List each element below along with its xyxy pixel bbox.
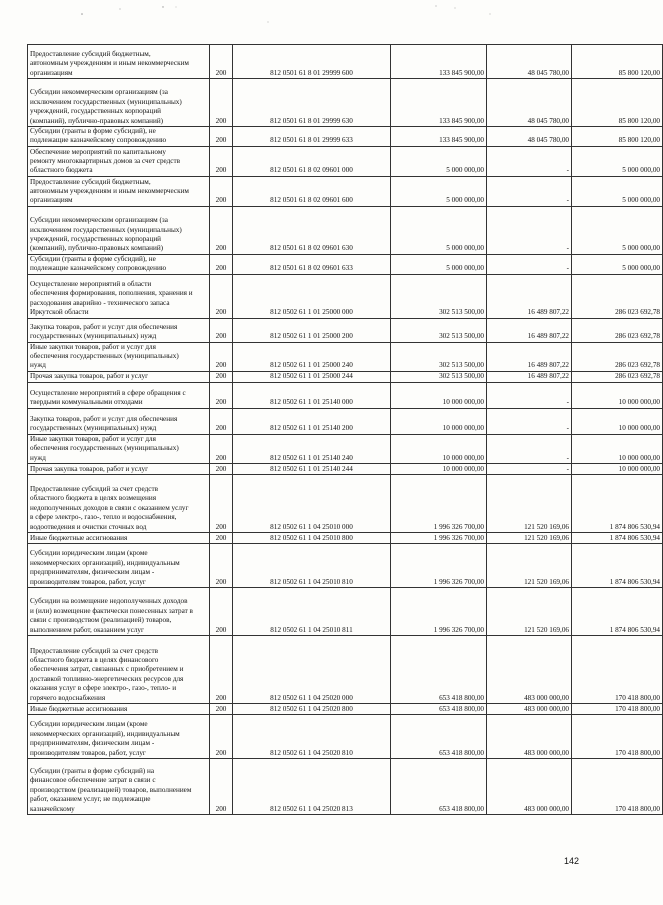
row-code: 200 xyxy=(210,544,233,588)
row-kbk: 812 0502 61 1 04 25010 000 xyxy=(233,475,391,533)
row-amount-exec: 48 045 780,00 xyxy=(487,127,572,147)
row-name: Закупка товаров, работ и услуг для обеспечения государственных (муниципальных) нужд xyxy=(28,408,210,434)
row-amount-rest: 286 023 692,78 xyxy=(572,318,663,342)
table-row xyxy=(28,715,663,759)
row-code: 200 xyxy=(210,715,233,759)
row-amount-plan: 653 418 800,00 xyxy=(391,715,487,759)
table-row xyxy=(28,79,663,127)
table-row xyxy=(28,434,663,463)
row-kbk: 812 0502 61 1 04 25020 000 xyxy=(233,636,391,704)
row-amount-exec: - xyxy=(487,408,572,434)
row-code: 200 xyxy=(210,127,233,147)
row-amount-exec: 121 520 169,06 xyxy=(487,588,572,636)
table-row xyxy=(28,371,663,382)
table-row xyxy=(28,382,663,408)
row-code: 200 xyxy=(210,382,233,408)
row-name: Субсидии юридическим лицам (кроме некоммерческих организаций), индивидуальным предпринимателям, физическим лицам - производителям товаров, работ, услуг xyxy=(28,544,210,588)
row-code: 200 xyxy=(210,274,233,318)
row-kbk: 812 0502 61 1 04 25020 800 xyxy=(233,704,391,715)
row-code: 200 xyxy=(210,206,233,254)
row-code: 200 xyxy=(210,318,233,342)
row-code: 200 xyxy=(210,475,233,533)
table-row xyxy=(28,176,663,206)
row-amount-rest: 5 000 000,00 xyxy=(572,176,663,206)
row-kbk: 812 0502 61 1 01 25000 200 xyxy=(233,318,391,342)
row-amount-rest: 5 000 000,00 xyxy=(572,206,663,254)
row-amount-exec: - xyxy=(487,176,572,206)
row-amount-exec: 16 489 807,22 xyxy=(487,274,572,318)
row-amount-rest: 170 418 800,00 xyxy=(572,636,663,704)
row-name: Субсидии юридическим лицам (кроме некоммерческих организаций), индивидуальным предпринимателям, физическим лицам - производителям товаров, работ, услуг xyxy=(28,715,210,759)
row-amount-plan: 10 000 000,00 xyxy=(391,408,487,434)
table-row xyxy=(28,206,663,254)
row-name: Иные бюджетные ассигнования xyxy=(28,704,210,715)
row-amount-rest: 5 000 000,00 xyxy=(572,254,663,274)
row-name: Предоставление субсидий за счет средств областного бюджета в целях возмещения недополученных доходов в связи с оказанием услуг в сфере электро-, газо-, тепло и водоснабжения, водоотведения и очистки сточных вод xyxy=(28,475,210,533)
row-amount-exec: 16 489 807,22 xyxy=(487,371,572,382)
row-code: 200 xyxy=(210,176,233,206)
row-amount-exec: 121 520 169,06 xyxy=(487,544,572,588)
row-amount-plan: 302 513 500,00 xyxy=(391,274,487,318)
row-amount-exec: - xyxy=(487,434,572,463)
row-kbk: 812 0501 61 8 01 29999 600 xyxy=(233,45,391,79)
row-amount-rest: 10 000 000,00 xyxy=(572,408,663,434)
row-kbk: 812 0501 61 8 01 29999 633 xyxy=(233,127,391,147)
table-row xyxy=(28,636,663,704)
row-amount-plan: 302 513 500,00 xyxy=(391,342,487,371)
row-code: 200 xyxy=(210,146,233,176)
table-row xyxy=(28,408,663,434)
row-amount-rest: 286 023 692,78 xyxy=(572,342,663,371)
row-name: Предоставление субсидий бюджетным, автономным учреждениям и иным некоммерческим организациям xyxy=(28,45,210,79)
row-amount-plan: 1 996 326 700,00 xyxy=(391,588,487,636)
row-amount-plan: 10 000 000,00 xyxy=(391,382,487,408)
row-code: 200 xyxy=(210,533,233,544)
row-amount-rest: 1 874 806 530,94 xyxy=(572,544,663,588)
row-amount-exec: 48 045 780,00 xyxy=(487,45,572,79)
row-amount-rest: 85 800 120,00 xyxy=(572,45,663,79)
row-amount-plan: 302 513 500,00 xyxy=(391,318,487,342)
row-kbk: 812 0502 61 1 01 25140 200 xyxy=(233,408,391,434)
table-row xyxy=(28,318,663,342)
row-name: Иные бюджетные ассигнования xyxy=(28,533,210,544)
row-amount-plan: 653 418 800,00 xyxy=(391,704,487,715)
row-code: 200 xyxy=(210,434,233,463)
row-name: Иные закупки товаров, работ и услуг для обеспечения государственных (муниципальных) нужд xyxy=(28,342,210,371)
row-kbk: 812 0502 61 1 01 25140 244 xyxy=(233,464,391,475)
row-code: 200 xyxy=(210,254,233,274)
row-amount-plan: 653 418 800,00 xyxy=(391,636,487,704)
row-code: 200 xyxy=(210,464,233,475)
row-amount-exec: 483 000 000,00 xyxy=(487,704,572,715)
row-name: Закупка товаров, работ и услуг для обеспечения государственных (муниципальных) нужд xyxy=(28,318,210,342)
row-amount-rest: 1 874 806 530,94 xyxy=(572,533,663,544)
row-kbk: 812 0502 61 1 04 25010 800 xyxy=(233,533,391,544)
row-amount-plan: 302 513 500,00 xyxy=(391,371,487,382)
row-amount-exec: 121 520 169,06 xyxy=(487,475,572,533)
row-amount-rest: 286 023 692,78 xyxy=(572,274,663,318)
row-kbk: 812 0501 61 8 02 09601 000 xyxy=(233,146,391,176)
row-code: 200 xyxy=(210,636,233,704)
row-kbk: 812 0502 61 1 01 25000 000 xyxy=(233,274,391,318)
row-code: 200 xyxy=(210,79,233,127)
table-row xyxy=(28,544,663,588)
row-amount-rest: 85 800 120,00 xyxy=(572,79,663,127)
table-row xyxy=(28,254,663,274)
row-name: Субсидии (гранты в форме субсидий) на финансовое обеспечение затрат в связи с производством (реализацией) товаров, выполнением работ, оказанием услуг, не подлежащие казначейскому xyxy=(28,759,210,815)
row-amount-exec: 483 000 000,00 xyxy=(487,636,572,704)
row-kbk: 812 0501 61 8 01 29999 630 xyxy=(233,79,391,127)
budget-table-body xyxy=(28,45,663,815)
table-row xyxy=(28,759,663,815)
row-kbk: 812 0501 61 8 02 09601 630 xyxy=(233,206,391,254)
table-row xyxy=(28,704,663,715)
row-code: 200 xyxy=(210,45,233,79)
row-amount-exec: 121 520 169,06 xyxy=(487,533,572,544)
row-name: Осуществление мероприятий в области обеспечения формирования, пополнения, хранения и расходования аварийно - технического запаса Иркутской области xyxy=(28,274,210,318)
table-row xyxy=(28,274,663,318)
row-kbk: 812 0502 61 1 04 25020 813 xyxy=(233,759,391,815)
row-amount-rest: 85 800 120,00 xyxy=(572,127,663,147)
row-code: 200 xyxy=(210,342,233,371)
row-name: Субсидии некоммерческим организациям (за исключением государственных (муниципальных) учреждений, государственных корпораций (компаний), публично-правовых компаний) xyxy=(28,79,210,127)
table-row xyxy=(28,146,663,176)
table-row xyxy=(28,475,663,533)
row-code: 200 xyxy=(210,408,233,434)
row-name: Предоставление субсидий бюджетным, автономным учреждениям и иным некоммерческим организациям xyxy=(28,176,210,206)
table-row xyxy=(28,45,663,79)
table-row xyxy=(28,464,663,475)
row-amount-exec: - xyxy=(487,382,572,408)
row-amount-exec: - xyxy=(487,146,572,176)
row-amount-rest: 170 418 800,00 xyxy=(572,704,663,715)
row-amount-plan: 5 000 000,00 xyxy=(391,146,487,176)
row-kbk: 812 0501 61 8 02 09601 600 xyxy=(233,176,391,206)
row-code: 200 xyxy=(210,704,233,715)
row-code: 200 xyxy=(210,759,233,815)
row-name: Обеспечение мероприятий по капитальному ремонту многоквартирных домов за счет средств областного бюджета xyxy=(28,146,210,176)
row-amount-rest: 1 874 806 530,94 xyxy=(572,588,663,636)
row-kbk: 812 0501 61 8 02 09601 633 xyxy=(233,254,391,274)
table-row xyxy=(28,342,663,371)
row-name: Осуществление мероприятий в сфере обращения с твердыми коммунальными отходами xyxy=(28,382,210,408)
row-amount-exec: - xyxy=(487,464,572,475)
row-amount-rest: 170 418 800,00 xyxy=(572,715,663,759)
row-amount-plan: 5 000 000,00 xyxy=(391,176,487,206)
row-amount-rest: 10 000 000,00 xyxy=(572,434,663,463)
row-amount-plan: 133 845 900,00 xyxy=(391,79,487,127)
row-name: Субсидии некоммерческим организациям (за исключением государственных (муниципальных) учреждений, государственных корпораций (компаний), публично-правовых компаний) xyxy=(28,206,210,254)
row-amount-plan: 653 418 800,00 xyxy=(391,759,487,815)
row-amount-exec: - xyxy=(487,254,572,274)
page-number: 142 xyxy=(564,856,580,866)
row-code: 200 xyxy=(210,371,233,382)
row-amount-plan: 133 845 900,00 xyxy=(391,127,487,147)
table-row xyxy=(28,533,663,544)
scan-noise xyxy=(0,0,640,40)
row-amount-exec: 483 000 000,00 xyxy=(487,759,572,815)
row-name: Субсидии на возмещение недополученных доходов и (или) возмещение фактически понесенных затрат в связи с производством (реализацией) товаров, выполнением работ, оказанием услуг xyxy=(28,588,210,636)
row-amount-exec: 48 045 780,00 xyxy=(487,79,572,127)
row-kbk: 812 0502 61 1 01 25000 244 xyxy=(233,371,391,382)
row-amount-plan: 1 996 326 700,00 xyxy=(391,533,487,544)
row-amount-plan: 5 000 000,00 xyxy=(391,254,487,274)
row-amount-exec: - xyxy=(487,206,572,254)
table-row xyxy=(28,588,663,636)
row-name: Иные закупки товаров, работ и услуг для обеспечения государственных (муниципальных) нужд xyxy=(28,434,210,463)
row-amount-exec: 16 489 807,22 xyxy=(487,318,572,342)
row-name: Прочая закупка товаров, работ и услуг xyxy=(28,371,210,382)
row-amount-exec: 16 489 807,22 xyxy=(487,342,572,371)
row-amount-rest: 286 023 692,78 xyxy=(572,371,663,382)
row-amount-plan: 10 000 000,00 xyxy=(391,464,487,475)
row-kbk: 812 0502 61 1 04 25010 811 xyxy=(233,588,391,636)
row-name: Субсидии (гранты в форме субсидий), не подлежащие казначейскому сопровождению xyxy=(28,254,210,274)
row-amount-rest: 5 000 000,00 xyxy=(572,146,663,176)
row-amount-rest: 170 418 800,00 xyxy=(572,759,663,815)
row-amount-plan: 1 996 326 700,00 xyxy=(391,544,487,588)
row-kbk: 812 0502 61 1 04 25020 810 xyxy=(233,715,391,759)
row-amount-rest: 10 000 000,00 xyxy=(572,464,663,475)
row-amount-plan: 133 845 900,00 xyxy=(391,45,487,79)
row-name: Прочая закупка товаров, работ и услуг xyxy=(28,464,210,475)
row-amount-plan: 5 000 000,00 xyxy=(391,206,487,254)
row-code: 200 xyxy=(210,588,233,636)
row-name: Субсидии (гранты в форме субсидий), не подлежащие казначейскому сопровождению xyxy=(28,127,210,147)
row-amount-exec: 483 000 000,00 xyxy=(487,715,572,759)
row-amount-plan: 10 000 000,00 xyxy=(391,434,487,463)
budget-table xyxy=(27,44,663,815)
row-kbk: 812 0502 61 1 01 25140 240 xyxy=(233,434,391,463)
row-kbk: 812 0502 61 1 01 25140 000 xyxy=(233,382,391,408)
row-amount-plan: 1 996 326 700,00 xyxy=(391,475,487,533)
row-name: Предоставление субсидий за счет средств областного бюджета в целях финансового обеспечения затрат, связанных с приобретением и доставкой топливно-энергетических ресурсов для оказания услуг в сфере электро-, газо-, тепло- и горячего водоснабжения xyxy=(28,636,210,704)
row-amount-rest: 10 000 000,00 xyxy=(572,382,663,408)
row-kbk: 812 0502 61 1 01 25000 240 xyxy=(233,342,391,371)
table-row xyxy=(28,127,663,147)
row-kbk: 812 0502 61 1 04 25010 810 xyxy=(233,544,391,588)
row-amount-rest: 1 874 806 530,94 xyxy=(572,475,663,533)
